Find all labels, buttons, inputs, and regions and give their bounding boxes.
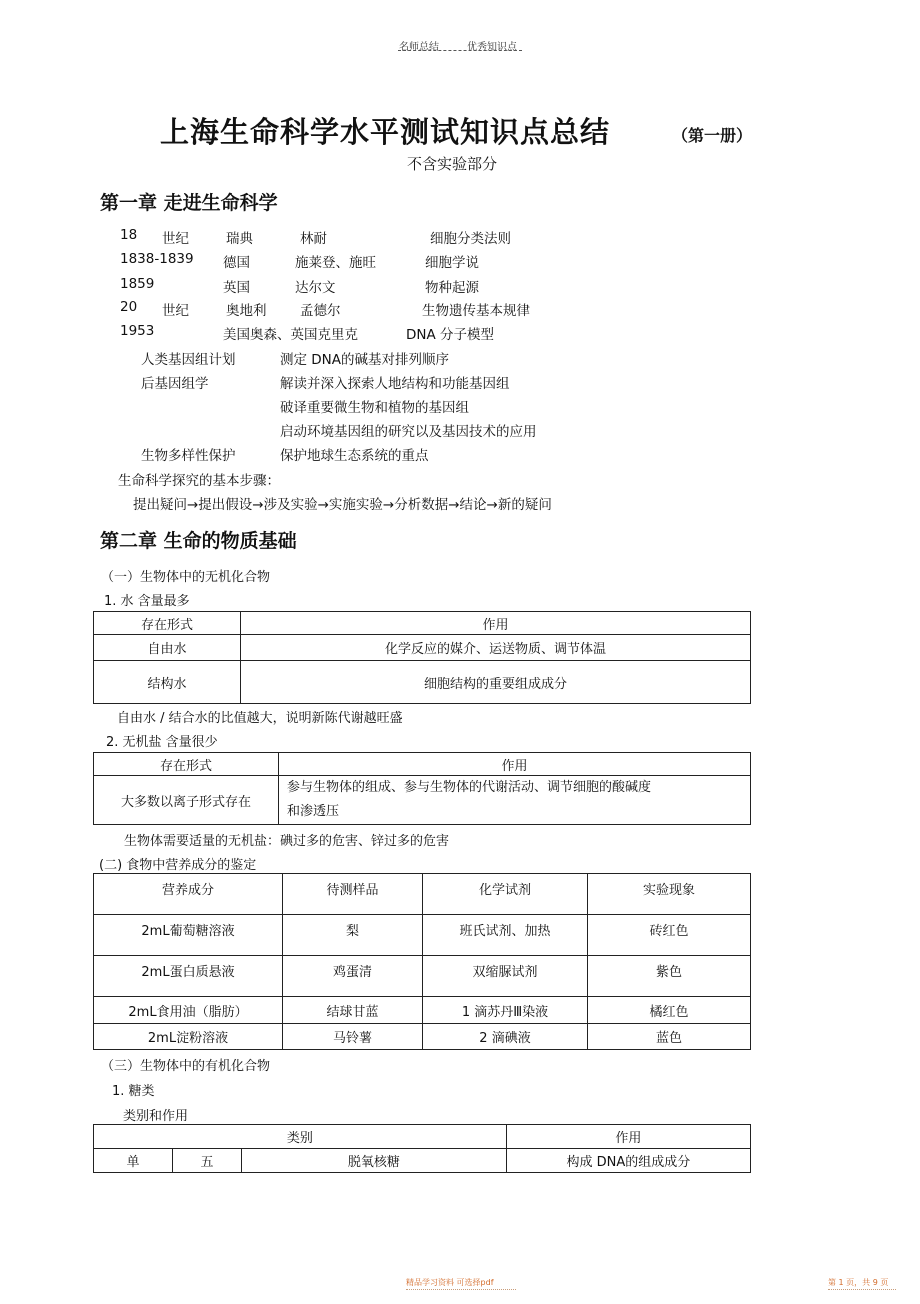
table-header: 待测样品 — [283, 874, 423, 915]
table-header: 类别 — [94, 1125, 507, 1149]
sugar-subheading: 类别和作用 — [123, 1109, 189, 1124]
history-achievement: DNA 分子模型 — [406, 327, 495, 343]
table-cell — [279, 776, 751, 825]
table-header: 实验现象 — [588, 874, 751, 915]
steps-text: 提出疑问→提出假设→涉及实验→实施实验→分析数据→结论→新的疑问 — [133, 497, 552, 513]
header-divider — [398, 50, 522, 51]
footer-page-number: 第 1 页，共 9 页 — [828, 1278, 889, 1287]
history-person: 孟德尔 — [300, 303, 341, 319]
table-cell: 结构水 — [94, 661, 241, 704]
project-desc: 解读并深入探索人地结构和功能基因组 — [280, 376, 510, 392]
table-cell: 构成 DNA的组成成分 — [506, 1149, 750, 1173]
table-cell: 鸡蛋清 — [283, 956, 423, 997]
table-cell: 单 — [94, 1149, 173, 1173]
footer-left: 精品学习资料 可选择pdf — [406, 1278, 494, 1287]
table-header: 作用 — [506, 1125, 750, 1149]
section-organic-heading: （三）生物体中的有机化合物 — [101, 1059, 271, 1074]
history-achievement: 生物遗传基本规律 — [422, 303, 530, 319]
table-header: 化学试剂 — [423, 874, 588, 915]
table-cell: 大多数以离子形式存在 — [94, 776, 279, 825]
food-test-table — [93, 873, 751, 1050]
history-country: 瑞典 — [226, 231, 253, 247]
chapter-2-heading: 第二章 生命的物质基础 — [100, 530, 297, 552]
chapter-1-heading: 第一章 走进生命科学 — [100, 192, 278, 214]
history-century: 世纪 — [162, 231, 189, 247]
table-header: 作用 — [241, 612, 751, 635]
table-header: 营养成分 — [94, 874, 283, 915]
table-header: 作用 — [279, 753, 751, 776]
steps-label: 生命科学探究的基本步骤： — [118, 473, 280, 489]
history-century: 世纪 — [162, 303, 189, 319]
salt-note: 生物体需要适量的无机盐：碘过多的危害、锌过多的危害 — [124, 834, 450, 849]
history-person: 林耐 — [300, 231, 327, 247]
history-person: 施莱登、施旺 — [295, 255, 376, 271]
table-cell: 结球甘蓝 — [283, 997, 423, 1024]
project-desc: 测定 DNA的碱基对排列顺序 — [280, 352, 450, 368]
history-achievement: 细胞学说 — [425, 255, 479, 271]
history-year: 1838-1839 — [120, 251, 194, 267]
water-table — [93, 611, 751, 704]
subtitle: 不含实验部分 — [407, 155, 498, 173]
volume-label: （第一册） — [672, 126, 753, 145]
table-cell: 2 滴碘液 — [423, 1024, 588, 1050]
table-cell: 2mL淀粉溶液 — [94, 1024, 283, 1050]
history-country: 奥地利 — [226, 303, 267, 319]
table-cell: 紫色 — [588, 956, 751, 997]
history-year: 1859 — [120, 276, 155, 292]
footer-left-divider — [406, 1289, 516, 1290]
table-cell: 班氏试剂、加热 — [423, 915, 588, 956]
project-name: 人类基因组计划 — [141, 352, 236, 368]
history-year: 18 — [120, 227, 138, 243]
table-cell: 自由水 — [94, 635, 241, 661]
table-cell: 2mL葡萄糖溶液 — [94, 915, 283, 956]
table-cell: 蓝色 — [588, 1024, 751, 1050]
section-inorganic-heading: （一）生物体中的无机化合物 — [101, 570, 271, 585]
table-cell: 梨 — [283, 915, 423, 956]
table-cell: 2mL蛋白质悬液 — [94, 956, 283, 997]
water-note: 自由水 / 结合水的比值越大，说明新陈代谢越旺盛 — [117, 711, 403, 726]
table-cell: 2mL食用油（脂肪） — [94, 997, 283, 1024]
section-food-heading: (二) 食物中营养成分的鉴定 — [99, 858, 257, 873]
history-achievement: 细胞分类法则 — [430, 231, 511, 247]
table-cell: 五 — [173, 1149, 242, 1173]
table-cell: 马铃薯 — [283, 1024, 423, 1050]
history-country: 美国奥森、英国克里克 — [223, 327, 358, 343]
project-name: 生物多样性保护 — [141, 448, 236, 464]
project-desc: 启动环境基因组的研究以及基因技术的应用 — [280, 424, 537, 440]
page-title: 上海生命科学水平测试知识点总结 — [160, 115, 611, 149]
project-desc: 破译重要微生物和植物的基因组 — [280, 400, 469, 416]
table-cell: 化学反应的媒介、运送物质、调节体温 — [241, 635, 751, 661]
table-cell: 砖红色 — [588, 915, 751, 956]
table-cell: 脱氧核糖 — [242, 1149, 507, 1173]
footer-right-divider — [828, 1289, 896, 1290]
project-name: 后基因组学 — [141, 376, 209, 392]
header-left: 名师总结 — [399, 42, 439, 53]
table-cell: 橘红色 — [588, 997, 751, 1024]
history-person: 达尔文 — [295, 280, 336, 296]
history-country: 德国 — [223, 255, 250, 271]
salt-table — [93, 752, 751, 825]
table-header: 存在形式 — [94, 612, 241, 635]
table-cell: 1 滴苏丹Ⅲ染液 — [423, 997, 588, 1024]
header-right: 优秀知识点 — [467, 42, 517, 53]
salt-function-line: 参与生物体的组成、参与生物体的代谢活动、调节细胞的酸碱度 — [287, 780, 652, 795]
table-cell: 细胞结构的重要组成成分 — [241, 661, 751, 704]
project-desc: 保护地球生态系统的重点 — [280, 448, 429, 464]
history-year: 1953 — [120, 323, 155, 339]
salt-function-line: 和渗透压 — [287, 804, 340, 819]
sugar-label: 1. 糖类 — [112, 1084, 155, 1099]
sugar-table — [93, 1124, 751, 1173]
history-country: 英国 — [223, 280, 250, 296]
history-year: 20 — [120, 299, 138, 315]
table-cell: 双缩脲试剂 — [423, 956, 588, 997]
history-achievement: 物种起源 — [425, 280, 479, 296]
salt-label: 2. 无机盐 含量很少 — [106, 735, 218, 750]
table-header: 存在形式 — [94, 753, 279, 776]
water-label: 1. 水 含量最多 — [104, 594, 190, 609]
